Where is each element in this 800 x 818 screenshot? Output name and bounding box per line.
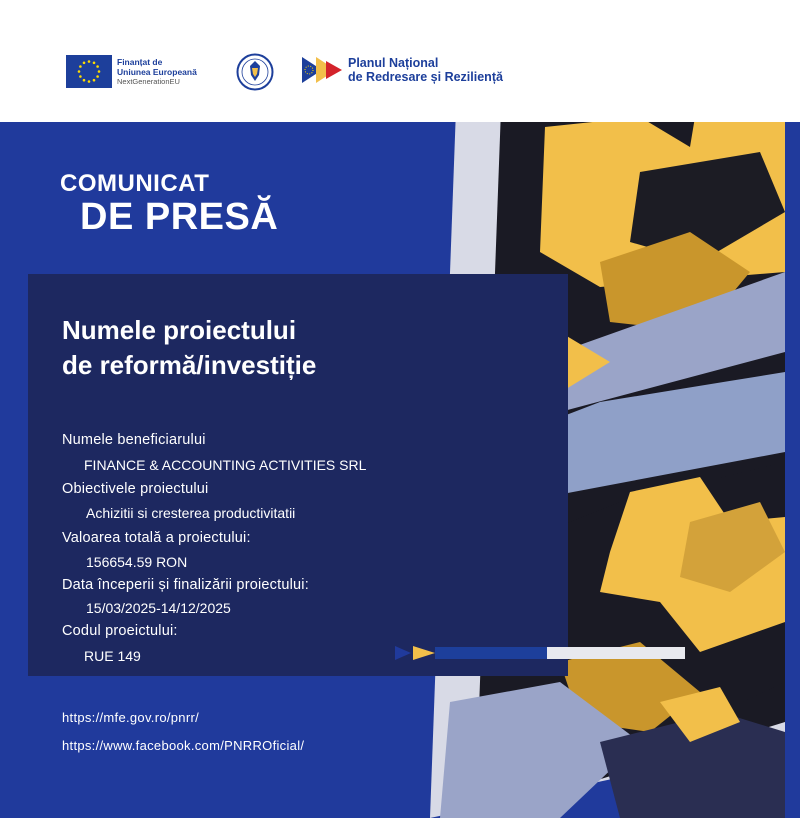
eu-text-line3: NextGenerationEU xyxy=(117,76,180,86)
press-release-title-line2: DE PRESĂ xyxy=(80,196,279,238)
government-logo xyxy=(236,53,274,91)
project-name-line2: de reformă/investiție xyxy=(62,350,317,380)
total-value-label: Valoarea totală a proiectului: xyxy=(62,530,251,546)
pnrr-arrow-icon xyxy=(302,57,344,83)
pnrr-text-line2: de Redresare și Reziliență xyxy=(348,70,503,84)
objectives-value: Achizitii si cresterea productivitatii xyxy=(86,505,296,521)
eu-flag-icon xyxy=(66,55,112,88)
header-bar xyxy=(0,0,800,122)
beneficiary-label: Numele beneficiarului xyxy=(62,432,206,448)
eu-text-line1: Finanțat de xyxy=(117,56,163,67)
project-dates-label: Data începerii și finalizării proiectului: xyxy=(62,577,309,593)
eu-text-line2: Uniunea Europeană xyxy=(117,66,197,77)
objectives-label: Obiectivele proiectului xyxy=(62,481,209,497)
project-name-heading xyxy=(62,313,316,383)
project-name-line1: Numele proiectului xyxy=(62,315,297,345)
press-release-title-line1: COMUNICAT xyxy=(60,170,210,197)
beneficiary-value: FINANCE & ACCOUNTING ACTIVITIES SRL xyxy=(84,457,367,473)
project-dates-value: 15/03/2025-14/12/2025 xyxy=(86,600,231,616)
mfe-website-link[interactable]: https://mfe.gov.ro/pnrr/ xyxy=(62,710,200,725)
pnrr-text-line1: Planul Național xyxy=(348,56,439,70)
government-seal-icon xyxy=(236,53,274,91)
project-code-value: RUE 149 xyxy=(84,648,141,664)
pnrr-logo xyxy=(302,56,503,84)
facebook-link[interactable]: https://www.facebook.com/PNRROficial/ xyxy=(62,738,305,753)
total-value-value: 156654.59 RON xyxy=(86,554,188,570)
project-code-label: Codul proeictului: xyxy=(62,623,178,639)
eu-logo xyxy=(66,55,197,88)
progress-arrow-bar xyxy=(395,646,687,660)
